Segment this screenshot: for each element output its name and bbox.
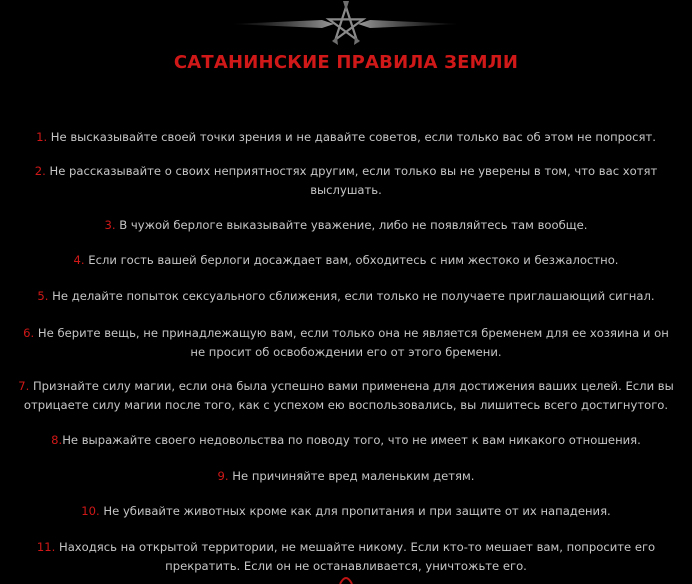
rule-number: 5. [37, 288, 49, 303]
rule-text: Не причиняйте вред маленьким детям. [228, 468, 475, 483]
rule-number: 10. [81, 503, 100, 518]
rule-item [14, 431, 678, 450]
rule-item [14, 502, 678, 521]
rule-item [14, 287, 678, 306]
rule-text: Не делайте попыток сексуального сближения, если только не получаете приглашающий сигнал. [48, 288, 655, 303]
rule-item [14, 216, 678, 235]
rule-number: 8. [51, 432, 63, 447]
page-title: САТАНИНСКИЕ ПРАВИЛА ЗЕМЛИ [173, 52, 519, 73]
rule-text: Не убивайте животных кроме как для пропитания и при защите от их нападения. [99, 503, 611, 518]
rule-number: 11. [36, 539, 56, 554]
rule-number: 1. [36, 129, 48, 144]
header-emblem [0, 0, 692, 52]
red-emblem-fragment-icon [338, 574, 354, 584]
rule-text: Не высказывайте своей точки зрения и не давайте советов, если только вас об этом не попросят. [47, 129, 656, 144]
rule-number: 4. [73, 252, 85, 267]
rule-text: В чужой берлоге выказывайте уважение, либо не появляйтесь там вообще. [115, 217, 588, 232]
rule-item [14, 251, 678, 270]
rule-text: Признайте силу магии, если она была успешно вами применена для достижения ваших целей. Если вы отрицаете силу магии после того, как с успехом ею воспользовались, вы лишитесь всего достигнутого. [23, 378, 674, 412]
rule-number: 9. [217, 468, 229, 483]
rule-item [14, 467, 678, 486]
rule-number: 6. [23, 325, 35, 340]
rule-number: 3. [104, 217, 116, 232]
pentagram-emblem-icon [0, 0, 692, 52]
rule-item [14, 324, 678, 362]
rule-text: Не выражайте своего недовольства по поводу того, что не имеет к вам никакого отношения. [62, 432, 641, 447]
rule-number: 2. [34, 163, 46, 178]
rule-number: 7. [18, 378, 30, 393]
rule-text: Не рассказывайте о своих неприятностях другим, если только вы не уверены в том, что вас хотят выслушать. [45, 163, 658, 197]
rule-item [14, 128, 678, 147]
rule-text: Если гость вашей берлоги досаждает вам, обходитесь с ним жестоко и безжалостно. [84, 252, 619, 267]
rule-text: Не берите вещь, не принадлежащую вам, если только она не является бременем для ее хозяина и он не просит об освобождении его от этого бремени. [34, 325, 669, 359]
rule-item [14, 162, 678, 200]
rule-item [14, 538, 678, 576]
rule-item [14, 377, 678, 415]
rule-text: Находясь на открытой территории, не мешайте никому. Если кто-то мешает вам, попросите его прекратить. Если он не останавливается, уничтожьте его. [55, 539, 656, 573]
